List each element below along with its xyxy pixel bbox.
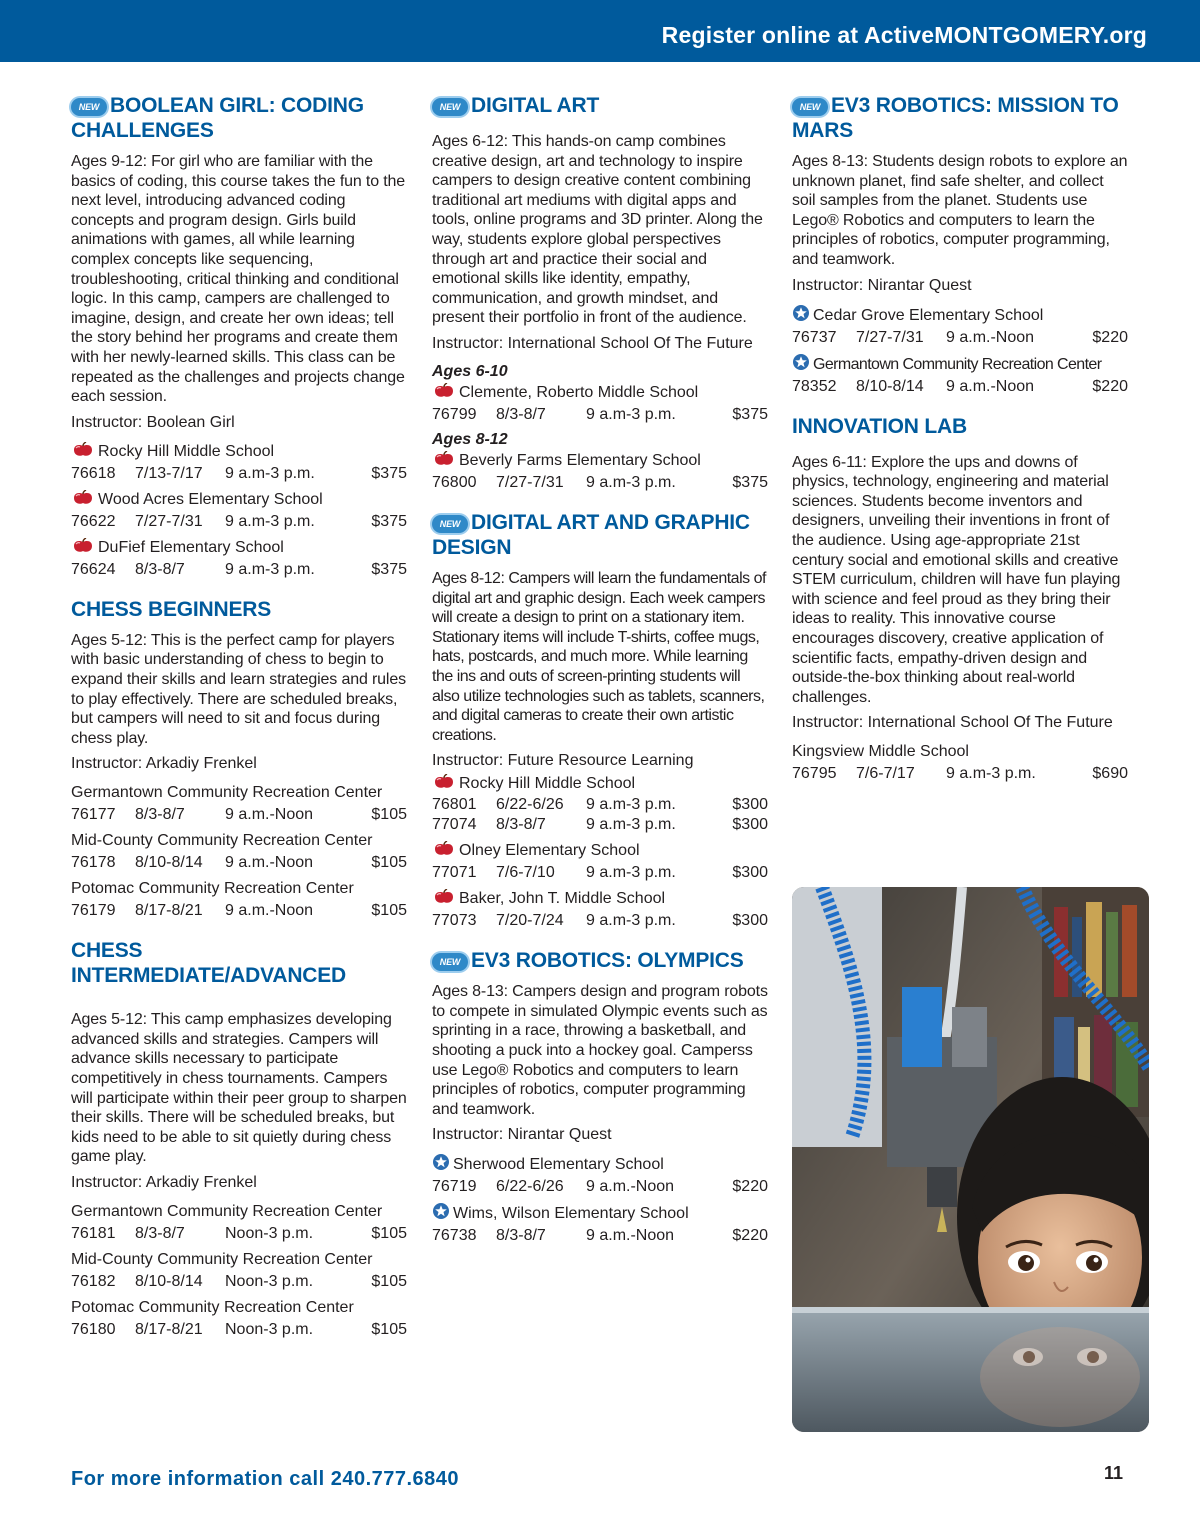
section-description: Ages 9-12: For girl who are familiar with the basics of coding, this course takes the fun to the next level, introducing advanced coding concepts and program design. Girls build animations with games, all while learning complex concepts like sequencing, troubleshooting, critical thinking and conditional logic. In this camp, campers are challenged to imagine, design, and create her own ideas; tell the story behind her programs and create them with her newly-learned skills. This class can be repeated as the challenges and projects change each session. (71, 153, 406, 406)
section-description: Ages 6-11: Explore the ups and downs of physics, technology, engineering and material sciences. Students become inventors and designers, unveiling their inventions in front of the audience. Using age-appropriate 21st century social and emotional skills and creative STEM curriculum, children will have fun playing with science and feel proud as they bring their ideas to reality. This innovative course encourages discovery, creative application of scientific facts, empathy-driven design and outside-the-box thinking about real-world challenges. (792, 453, 1121, 706)
location: Baker, John T. Middle School (432, 888, 768, 910)
apple-icon (71, 490, 95, 506)
session-row: 76800 7/27-7/31 9 a.m-3 p.m. $375 (432, 473, 768, 491)
new-badge-icon: NEW (71, 98, 107, 116)
location: Rocky Hill Middle School (71, 441, 407, 463)
session-row: 76178 8/10-8/14 9 a.m.-Noon $105 (71, 854, 407, 872)
session-row: 76177 8/3-8/7 9 a.m.-Noon $105 (71, 806, 407, 824)
page-number: 11 (1104, 1463, 1124, 1483)
session-row: 76181 8/3-8/7 Noon-3 p.m. $105 (71, 1225, 407, 1243)
location: Olney Elementary School (432, 840, 768, 862)
session-row: 78352 8/10-8/14 9 a.m.-Noon $220 (792, 377, 1128, 395)
section-title: DIGITAL ART (471, 94, 600, 117)
session-row: 76180 8/17-8/21 Noon-3 p.m. $105 (71, 1321, 407, 1339)
age-group-label: Ages 6-10 (432, 362, 508, 380)
star-icon (432, 1153, 450, 1171)
location: Clemente, Roberto Middle School (432, 382, 768, 404)
section-description: Ages 8-12: Campers will learn the fundamentals of digital art and graphic design. Each week campers will create a design to print on a stationary item. Stationary items will include T-shirts, coffee mugs, hats, postcards, and much more. While learning the ins and outs of screen-printing students will also utilize technologies such as tablets, scanners, and digital cameras to create their own artistic creations. (432, 569, 766, 744)
star-icon (432, 1202, 450, 1220)
location: Potomac Community Recreation Center (71, 880, 354, 898)
section-ev3-mars (792, 93, 1128, 398)
session-row: 76179 8/17-8/21 9 a.m.-Noon $105 (71, 902, 407, 920)
apple-icon (71, 442, 95, 458)
location: Kingsview Middle School (792, 743, 969, 761)
session-row: 77073 7/20-7/24 9 a.m-3 p.m. $300 (432, 912, 768, 930)
instructor: Instructor: International School Of The Future (432, 334, 753, 352)
age-group-label: Ages 8-12 (432, 430, 508, 448)
location: Germantown Community Recreation Center (792, 353, 1128, 376)
apple-icon (432, 841, 456, 857)
session-row: 77071 7/6-7/10 9 a.m-3 p.m. $300 (432, 864, 768, 882)
new-badge-icon: NEW (432, 953, 468, 971)
apple-icon (432, 774, 456, 790)
location: Beverly Farms Elementary School (432, 450, 768, 472)
location: DuFief Elementary School (71, 537, 407, 559)
section-ev3-olympics (432, 948, 768, 1247)
instructor: Instructor: Nirantar Quest (792, 276, 972, 294)
new-badge-icon: NEW (432, 515, 468, 533)
section-title: INNOVATION LAB (792, 414, 967, 438)
apple-icon (71, 538, 95, 554)
session-row: 76801 6/22-6/26 9 a.m-3 p.m. $300 (432, 796, 768, 814)
section-chess-beginners (71, 597, 407, 923)
photo-illustration (792, 887, 1149, 1432)
instructor: Instructor: International School Of The Future (792, 714, 1113, 732)
session-row: 76182 8/10-8/14 Noon-3 p.m. $105 (71, 1273, 407, 1291)
location: Mid-County Community Recreation Center (71, 832, 373, 850)
footer-info: For more information call 240.777.6840 (71, 1468, 460, 1490)
section-title: EV3 ROBOTICS: OLYMPICS (471, 949, 744, 973)
location: Cedar Grove Elementary School (792, 304, 1128, 327)
section-innovation-lab (792, 414, 1128, 786)
location: Rocky Hill Middle School (432, 773, 768, 795)
section-title: CHESS BEGINNERS (71, 597, 272, 621)
section-boolean-girl (71, 93, 407, 581)
section-title: BOOLEAN GIRL: CODING CHALLENGES (71, 94, 364, 142)
section-description: Ages 8-13: Campers design and program robots to compete in simulated Olympic events such as sprinting in a race, throwing a basketball, and shooting a puck into a hockey goal. Camperss use Lego® Robotics and computers to learn principles of robotics, computer programming and teamwork. (432, 983, 768, 1118)
location: Wood Acres Elementary School (71, 489, 407, 511)
section-chess-advanced (71, 938, 407, 1341)
section-title: DIGITAL ART AND GRAPHIC DESIGN (432, 510, 750, 559)
column-1 (71, 93, 407, 1357)
new-badge-icon: NEW (792, 98, 828, 116)
star-icon (792, 353, 810, 371)
location: Potomac Community Recreation Center (71, 1299, 354, 1317)
instructor: Instructor: Nirantar Quest (432, 1126, 612, 1144)
session-row: 76737 7/27-7/31 9 a.m.-Noon $220 (792, 328, 1128, 346)
section-description: Ages 6-12: This hands-on camp combines creative design, art and technology to inspire campers to design creative content combining traditional art mediums with digital apps and tools, online programs and 3D printer. Along the way, students explore global perspectives through art and practice their social and emotional skills like identity, empathy, communication, and growth mindset, and present their portfolio in front of the audience. (432, 133, 763, 327)
section-graphic-design (432, 510, 768, 932)
star-icon (792, 304, 810, 322)
session-row: 77074 8/3-8/7 9 a.m-3 p.m. $300 (432, 816, 768, 834)
session-row: 76795 7/6-7/17 9 a.m-3 p.m. $690 (792, 765, 1128, 783)
location: Sherwood Elementary School (432, 1153, 768, 1176)
session-row: 76622 7/27-7/31 9 a.m-3 p.m. $375 (71, 512, 407, 530)
location: Mid-County Community Recreation Center (71, 1251, 373, 1269)
instructor: Instructor: Arkadiy Frenkel (71, 755, 257, 773)
session-row: 76799 8/3-8/7 9 a.m-3 p.m. $375 (432, 405, 768, 423)
session-row: 76618 7/13-7/17 9 a.m-3 p.m. $375 (71, 464, 407, 482)
session-row: 76719 6/22-6/26 9 a.m.-Noon $220 (432, 1178, 768, 1196)
apple-icon (432, 383, 456, 399)
register-link[interactable]: Register online at ActiveMONTGOMERY.org (661, 22, 1147, 48)
section-title: EV3 ROBOTICS: MISSION TO MARS (792, 94, 1119, 142)
location: Wims, Wilson Elementary School (432, 1202, 768, 1225)
section-description: Ages 8-13: Students design robots to explore an unknown planet, find safe shelter, and collect soil samples from the planet. Students use Lego® Robotics and computers to learn the principles of robotics, computer programming, and teamwork. (792, 153, 1128, 268)
section-description: Ages 5-12: This camp emphasizes developing advanced skills and strategies. Campers will advance skills necessary to participate competitively in chess tournaments. Campers will participate within their peer group to sharpen their skills. There will be scheduled breaks, but kids need to be able to sit quietly during chess game play. (71, 1011, 407, 1166)
instructor: Instructor: Boolean Girl (71, 413, 235, 431)
instructor: Instructor: Future Resource Learning (432, 752, 694, 770)
new-badge-icon: NEW (432, 98, 468, 116)
section-description: Ages 5-12: This is the perfect camp for players with basic understanding of chess to begin to expand their skills and learn strategies and rules to play effectively. There are scheduled breaks, but campers will need to sit and focus during chess play. (71, 631, 406, 747)
session-row: 76738 8/3-8/7 9 a.m.-Noon $220 (432, 1227, 768, 1245)
instructor: Instructor: Arkadiy Frenkel (71, 1174, 257, 1192)
header-bar (0, 0, 1200, 62)
session-row: 76624 8/3-8/7 9 a.m-3 p.m. $375 (71, 560, 407, 578)
location: Germantown Community Recreation Center (71, 1203, 383, 1221)
column-3 (792, 93, 1128, 801)
location: Germantown Community Recreation Center (71, 784, 383, 802)
column-2 (432, 93, 768, 1263)
section-digital-art (432, 93, 768, 494)
apple-icon (432, 889, 456, 905)
apple-icon (432, 451, 456, 467)
photo-boy-3d-printer (792, 887, 1149, 1432)
section-title: CHESS INTERMEDIATE/ADVANCED (71, 939, 347, 988)
